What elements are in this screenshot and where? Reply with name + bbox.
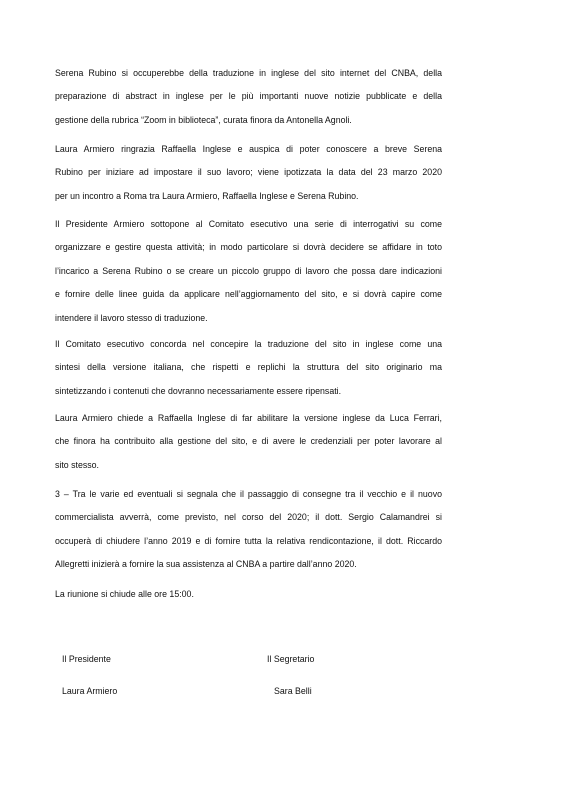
text-line: Laura Armiero ringrazia Raffaella Inglese e auspica di poter conoscere a breve Serena (55, 144, 442, 154)
text-line: preparazione di abstract in inglese per le più importanti nuove notizie pubblicate e della (55, 91, 442, 102)
text-line: Rubino per iniziare ad impostare il suo lavoro; viene ipotizzata la data del 23 marzo 2020 (55, 167, 442, 178)
text-line: sito stesso. (55, 459, 100, 470)
text-line: Il Presidente Armiero sottopone al Comitato esecutivo una serie di interrogativi su come (55, 219, 442, 229)
secretary-title: Il Segretario (267, 654, 315, 664)
paragraph-meeting-proposal (55, 138, 442, 208)
text-line: Serena Rubino si occuperebbe della traduzione in inglese del sito internet del CNBA, della (55, 68, 442, 78)
text-line: l’incarico a Serena Rubino o se creare un piccolo gruppo di lavoro che possa dare indicazioni (55, 265, 442, 276)
paragraph-meeting-close (55, 583, 442, 606)
secretary-name: Sara Belli (274, 686, 312, 696)
text-line: Il Comitato esecutivo concorda nel concepire la traduzione del sito in inglese come una (55, 339, 442, 349)
text-line: intendere il lavoro stesso di traduzione. (55, 312, 208, 323)
text-line: per un incontro a Roma tra Laura Armiero, Raffaella Inglese e Serena Rubino. (55, 190, 359, 201)
text-line: organizzare e gestire questa attività; in modo particolare si dovrà decidere se affidare in toto (55, 242, 442, 253)
president-name: Laura Armiero (62, 686, 118, 696)
text-line: Laura Armiero chiede a Raffaella Inglese di far abilitare la versione inglese da Luca Ferrari, (55, 413, 442, 423)
text-line: gestione della rubrica “Zoom in biblioteca”, curata finora da Antonella Agnoli. (55, 114, 352, 125)
paragraph-president-questions (55, 213, 442, 330)
paragraph-enable-english (55, 407, 442, 477)
paragraph-translation-role (55, 62, 442, 132)
text-line: commercialista avverrà, come previsto, nel corso del 2020; il dott. Sergio Calamandrei si (55, 512, 442, 523)
text-line: La riunione si chiude alle ore 15:00. (55, 589, 194, 599)
president-title: Il Presidente (62, 654, 111, 664)
text-line: 3 – Tra le varie ed eventuali si segnala che il passaggio di consegne tra il vecchio e il nuovo (55, 489, 442, 499)
text-line: e fornire delle linee guida da applicare nell’aggiornamento del sito, e si dovrà capire come (55, 289, 442, 300)
text-line: sintetizzando i contenuti che dovranno necessariamente essere ripensati. (55, 385, 342, 396)
paragraph-committee-agreement (55, 333, 442, 403)
text-line: sintesi della versione italiana, che rispetti e replichi la struttura del sito originario ma (55, 362, 442, 373)
text-line: che finora ha contribuito alla gestione del sito, e di avere le credenziali per poter lavorare al (55, 436, 442, 447)
text-line: occuperà di chiudere l’anno 2019 e di fornire tutta la relativa rendicontazione, il dott. Riccardo (55, 535, 442, 546)
text-line: Allegretti inizierà a fornire la sua assistenza al CNBA a partire dall’anno 2020. (55, 559, 357, 570)
paragraph-accountant-handover (55, 483, 442, 577)
